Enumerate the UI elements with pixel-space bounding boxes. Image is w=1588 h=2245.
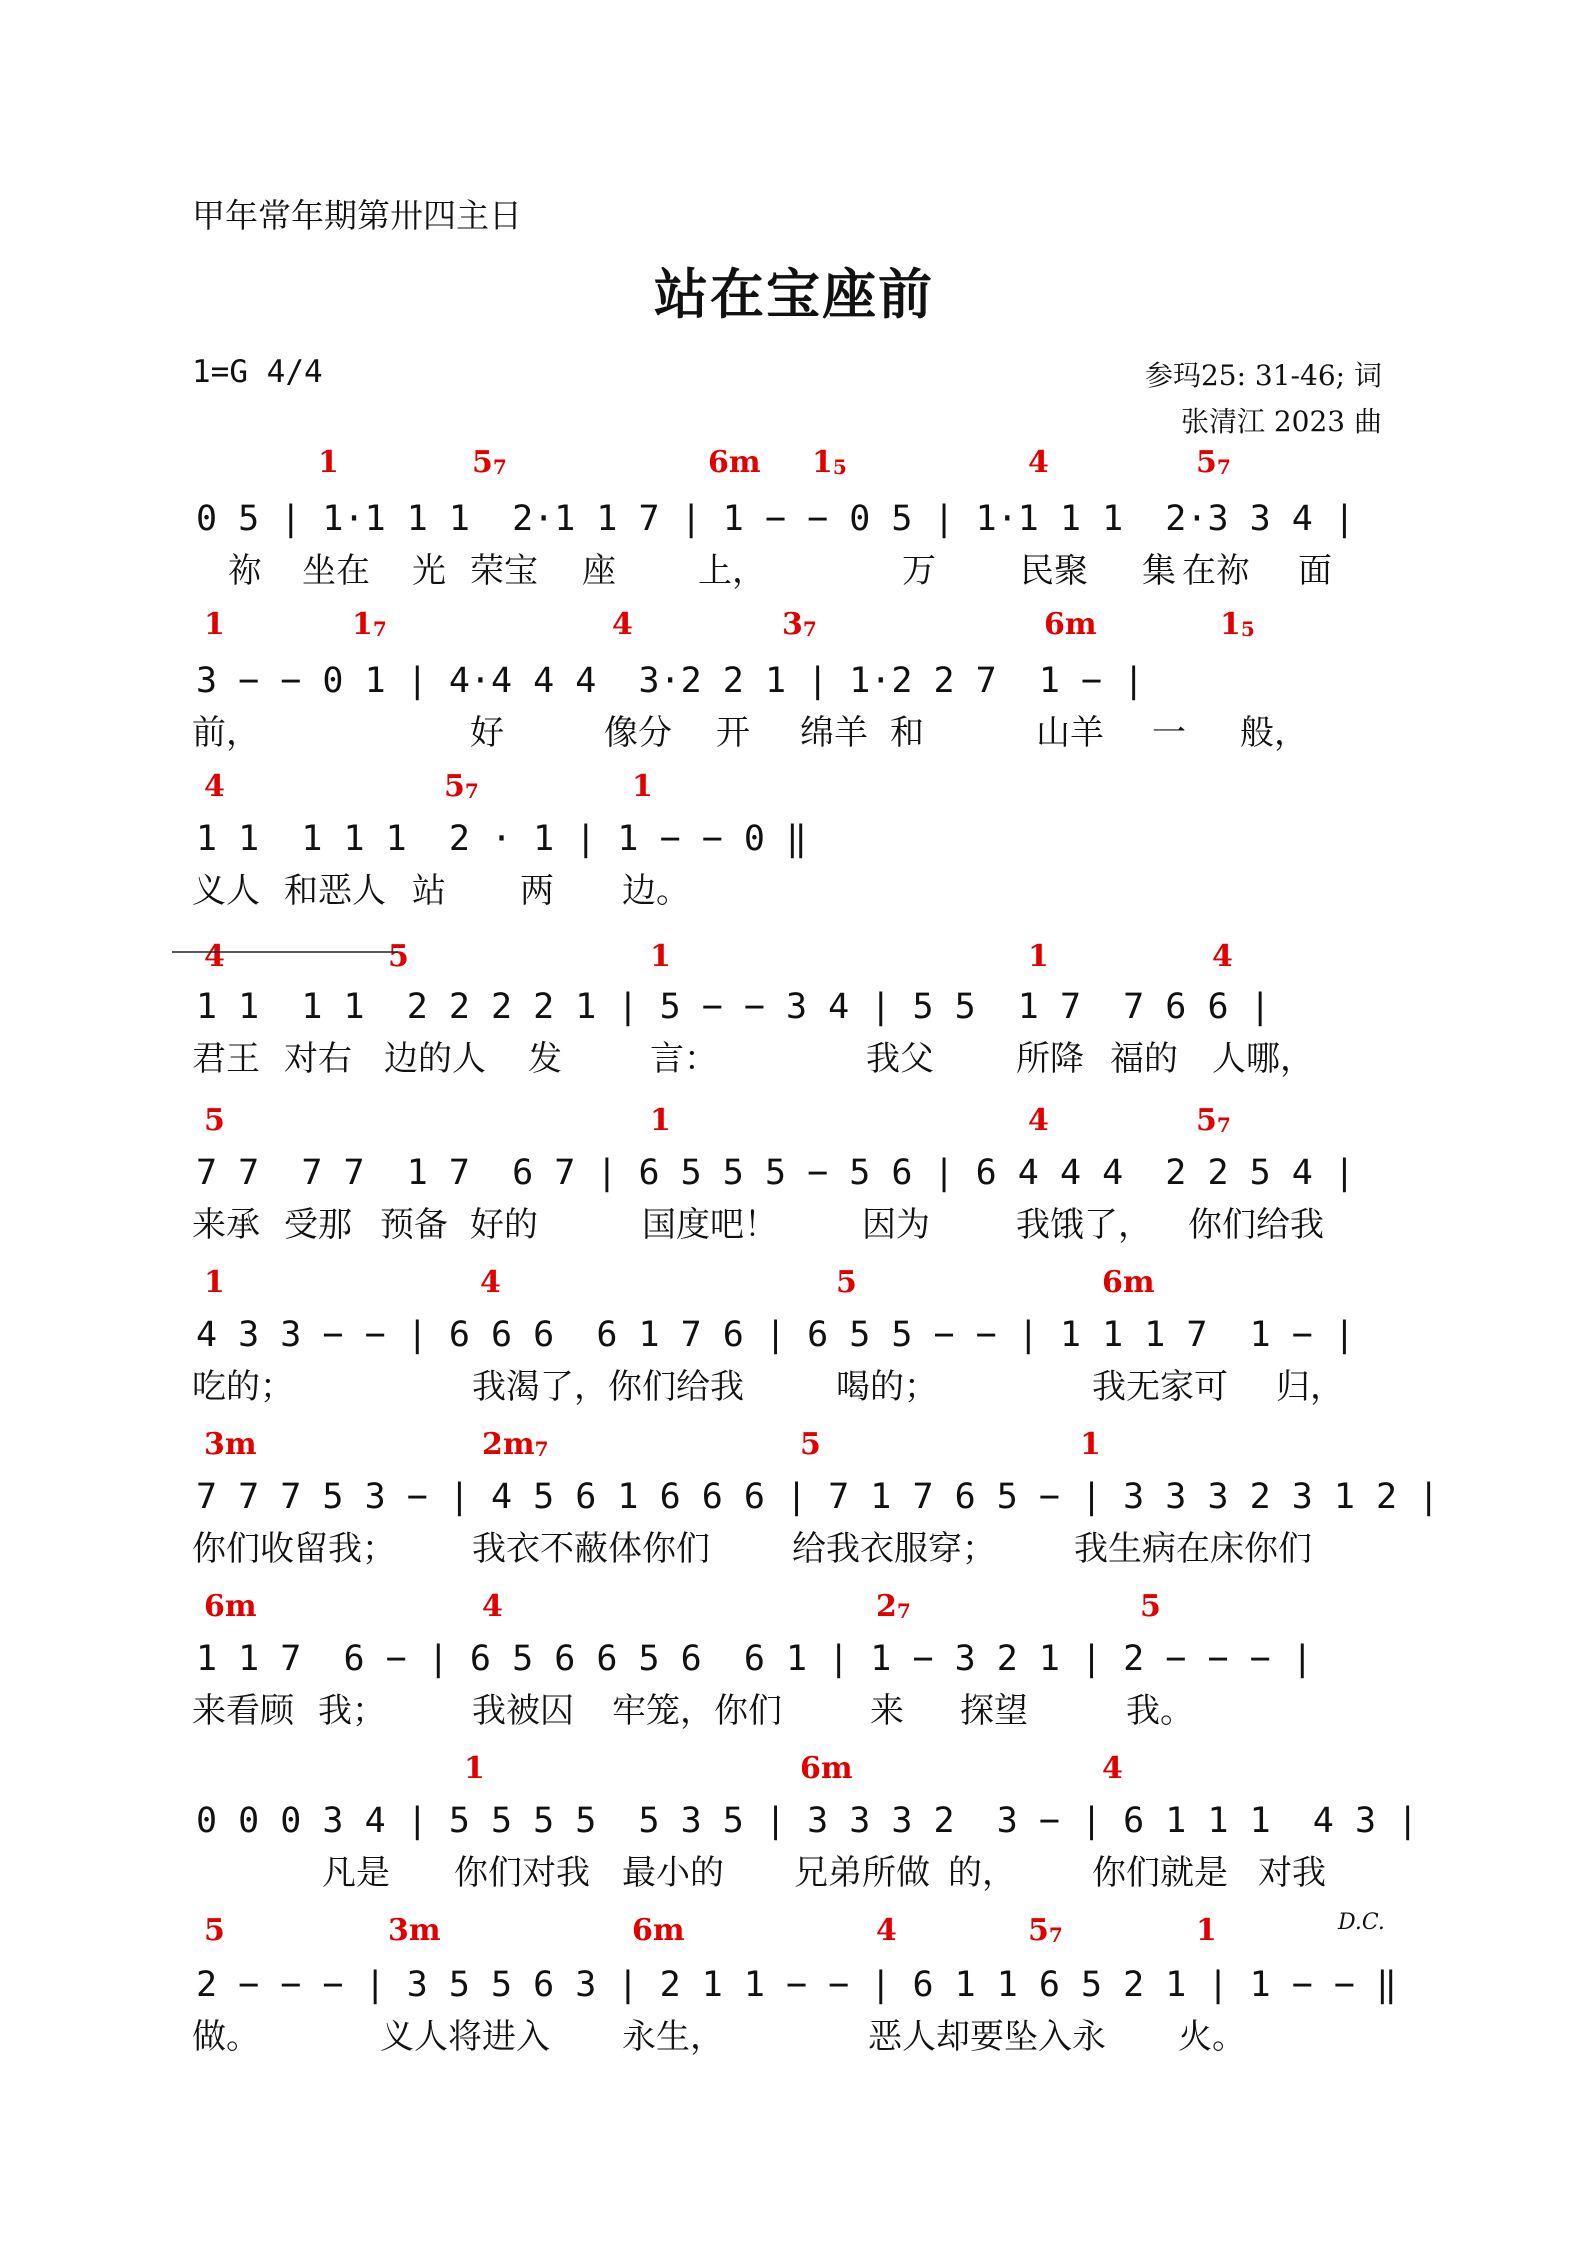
lyric-word: 来 <box>870 1691 904 1731</box>
chord-symbol: 6m <box>204 1589 257 1624</box>
lyric-word: 我无家可 <box>1092 1367 1228 1407</box>
lyric-word: 边。 <box>622 871 690 911</box>
lyric-word: 永生， <box>622 2017 724 2057</box>
lyric-word: 给我衣服穿； <box>792 1529 996 1569</box>
lyric-word: 的， <box>948 1853 1016 1893</box>
lyric-word: 义人将进入 <box>380 2017 550 2057</box>
chord-symbol: 3m <box>388 1913 441 1948</box>
key-time-signature: 1=G 4/4 <box>192 354 323 390</box>
lyric-word: 人哪， <box>1212 1039 1314 1079</box>
notation-line: 0 0 0 3 4 | 5 5 5 5 5 3 5 | 3 3 3 2 3 − | 6 1 1 1 4 3 | <box>196 1801 1419 1841</box>
chord-symbol: 57 <box>1196 445 1231 480</box>
lyrics-credit: 参玛25: 31-46; 词 <box>1144 359 1382 392</box>
notation-line: 7 7 7 5 3 − | 4 5 6 1 6 6 6 | 7 1 7 6 5 − | 3 3 3 2 3 1 2 | <box>196 1477 1440 1517</box>
lyric-word: 一 <box>1152 713 1186 753</box>
lyric-word: 般， <box>1240 713 1308 753</box>
chord-symbol: 4 <box>876 1913 897 1948</box>
lyric-word: 吃的； <box>192 1367 294 1407</box>
chord-symbol: 2m7 <box>482 1427 549 1462</box>
notation-line: 4 3 3 − − | 6 6 6 6 1 7 6 | 6 5 5 − − | 1 1 1 7 1 − | <box>196 1315 1355 1355</box>
chord-symbol: 27 <box>876 1589 911 1624</box>
chord-symbol: 1 <box>464 1751 485 1786</box>
chord-symbol: 57 <box>444 769 479 804</box>
chord-symbol: 6m <box>708 445 761 480</box>
lyric-word: 开 <box>716 713 750 753</box>
lyric-word: 边的人 <box>384 1039 486 1079</box>
lyric-word: 所降 <box>1016 1039 1084 1079</box>
lyric-word: 和 <box>890 713 924 753</box>
lyric-word: 光 <box>412 551 446 591</box>
lyric-word: 预备 <box>380 1205 448 1245</box>
lyric-word: 坐在 <box>302 551 370 591</box>
chord-symbol: 5 <box>800 1427 821 1462</box>
chord-symbol: 1 <box>650 1103 671 1138</box>
lyric-word: 对我 <box>1258 1853 1326 1893</box>
lyric-word: 君王 <box>192 1039 260 1079</box>
chord-symbol: 5 <box>388 939 409 974</box>
lyric-word: 来看顾 <box>192 1691 294 1731</box>
chord-symbol: 4 <box>1212 939 1233 974</box>
lyric-word: 牢笼，你们 <box>612 1691 782 1731</box>
lyric-word: 我； <box>318 1691 386 1731</box>
lyric-word: 最小的 <box>622 1853 724 1893</box>
lyric-word: 荣宝 <box>470 551 538 591</box>
notation-line: 1 1 1 1 1 2 · 1 | 1 − − 0 ‖ <box>196 819 808 859</box>
song-title: 站在宝座前 <box>654 263 934 326</box>
lyric-word: 像分 <box>604 713 672 753</box>
lyric-word: 我渴了，你们给我 <box>472 1367 744 1407</box>
lyric-word: 我父 <box>866 1039 934 1079</box>
chord-symbol: 6m <box>632 1913 685 1948</box>
lyric-word: 万 <box>902 551 936 591</box>
chord-symbol: 15 <box>1220 607 1255 642</box>
chord-symbol: 4 <box>1102 1751 1123 1786</box>
notation-line: 7 7 7 7 1 7 6 7 | 6 5 5 5 − 5 6 | 6 4 4 4 2 2 5 4 | <box>196 1153 1355 1193</box>
chord-symbol: 1 <box>318 445 339 480</box>
lyric-word: 好的 <box>470 1205 538 1245</box>
lyric-word: 喝的； <box>836 1367 938 1407</box>
chord-symbol: 4 <box>1028 445 1049 480</box>
lyric-word: 福的 <box>1110 1039 1178 1079</box>
lyric-word: 对右 <box>284 1039 352 1079</box>
chord-symbol: 6m <box>1044 607 1097 642</box>
lyric-word: 来承 <box>192 1205 260 1245</box>
chord-symbol: 1 <box>650 939 671 974</box>
lyric-word: 做。 <box>192 2017 260 2057</box>
chord-symbol: 5 <box>204 1913 225 1948</box>
lyric-word: 归， <box>1276 1367 1344 1407</box>
lyric-word: 言： <box>650 1039 718 1079</box>
notation-line: 1 1 1 1 2 2 2 2 1 | 5 − − 3 4 | 5 5 1 7 7 6 6 | <box>196 987 1271 1027</box>
lyric-word: 面 <box>1298 551 1332 591</box>
notation-line: 1 1 7 6 − | 6 5 6 6 5 6 6 1 | 1 − 3 2 1 | 2 − − − | <box>196 1639 1313 1679</box>
liturgical-day: 甲年常年期第卅四主日 <box>192 196 522 235</box>
chord-symbol: 57 <box>1196 1103 1231 1138</box>
lyric-word: 我。 <box>1126 1691 1194 1731</box>
chord-symbol: 4 <box>1028 1103 1049 1138</box>
chord-symbol: 1 <box>1080 1427 1101 1462</box>
chord-symbol: 4 <box>204 769 225 804</box>
chord-symbol: 3m <box>204 1427 257 1462</box>
notation-line: 2 − − − | 3 5 5 6 3 | 2 1 1 − − | 6 1 1 6 5 2 1 | 1 − − ‖ <box>196 1965 1398 2005</box>
lyric-word: 集 <box>1142 551 1176 591</box>
lyric-word: 前， <box>192 713 260 753</box>
lyric-word: 你们收留我； <box>192 1529 396 1569</box>
lyric-word: 发 <box>528 1039 562 1079</box>
music-credit: 张清江 2023 曲 <box>1180 405 1382 438</box>
chord-symbol: 1 <box>1028 939 1049 974</box>
lyric-word: 兄弟所做 <box>794 1853 930 1893</box>
lyric-word: 我被囚 <box>472 1691 574 1731</box>
chord-symbol: 1 <box>1196 1913 1217 1948</box>
chord-symbol: 57 <box>1028 1913 1063 1948</box>
notation-line: 0 5 | 1·1 1 1 2·1 1 7 | 1 − − 0 5 | 1·1 1 1 2·3 3 4 | <box>196 499 1355 539</box>
lyric-word: 在祢 <box>1182 551 1250 591</box>
chord-symbol: 5 <box>204 1103 225 1138</box>
lyric-word: 站 <box>412 871 446 911</box>
chord-symbol: 1 <box>632 769 653 804</box>
lyric-word: 座 <box>582 551 616 591</box>
chord-symbol: 17 <box>352 607 387 642</box>
chord-symbol: 5 <box>836 1265 857 1300</box>
lyric-word: 两 <box>520 871 554 911</box>
lyric-word: 恶人却要坠入永 <box>868 2017 1106 2057</box>
lyric-word: 我生病在床你们 <box>1074 1529 1312 1569</box>
lyric-word: 你们就是 <box>1092 1853 1228 1893</box>
chord-symbol: 4 <box>204 939 225 974</box>
lyric-word: 和恶人 <box>284 871 386 911</box>
chord-symbol: 5 <box>1140 1589 1161 1624</box>
lyric-word: 火。 <box>1178 2017 1246 2057</box>
chord-symbol: 4 <box>482 1589 503 1624</box>
da-capo-mark: D.C. <box>1338 1910 1385 1935</box>
chord-symbol: 1 <box>204 607 225 642</box>
chord-symbol: 57 <box>472 445 507 480</box>
chord-symbol: 4 <box>480 1265 501 1300</box>
lyric-word: 凡是 <box>322 1853 390 1893</box>
lyric-word: 探望 <box>960 1691 1028 1731</box>
chord-symbol: 6m <box>1102 1265 1155 1300</box>
lyric-word: 山羊 <box>1036 713 1104 753</box>
lyric-word: 我衣不蔽体你们 <box>472 1529 710 1569</box>
lyric-word: 我饿了， <box>1016 1205 1152 1245</box>
chord-symbol: 4 <box>612 607 633 642</box>
lyric-word: 受那 <box>284 1205 352 1245</box>
notation-line: 3 − − 0 1 | 4·4 4 4 3·2 2 1 | 1·2 2 7 1 − | <box>196 661 1145 701</box>
lyric-word: 你们对我 <box>454 1853 590 1893</box>
lyric-word: 民聚 <box>1020 551 1088 591</box>
lyric-word: 绵羊 <box>800 713 868 753</box>
lyric-word: 国度吧！ <box>642 1205 778 1245</box>
lyric-word: 上， <box>698 551 766 591</box>
lyric-word: 义人 <box>192 871 260 911</box>
lyric-word: 你们给我 <box>1188 1205 1324 1245</box>
chord-symbol: 1 <box>204 1265 225 1300</box>
lyric-word: 祢 <box>228 551 262 591</box>
lyric-word: 因为 <box>862 1205 930 1245</box>
chord-symbol: 37 <box>782 607 817 642</box>
chord-symbol: 6m <box>800 1751 853 1786</box>
lyric-word: 好 <box>470 713 504 753</box>
chord-symbol: 15 <box>812 445 847 480</box>
